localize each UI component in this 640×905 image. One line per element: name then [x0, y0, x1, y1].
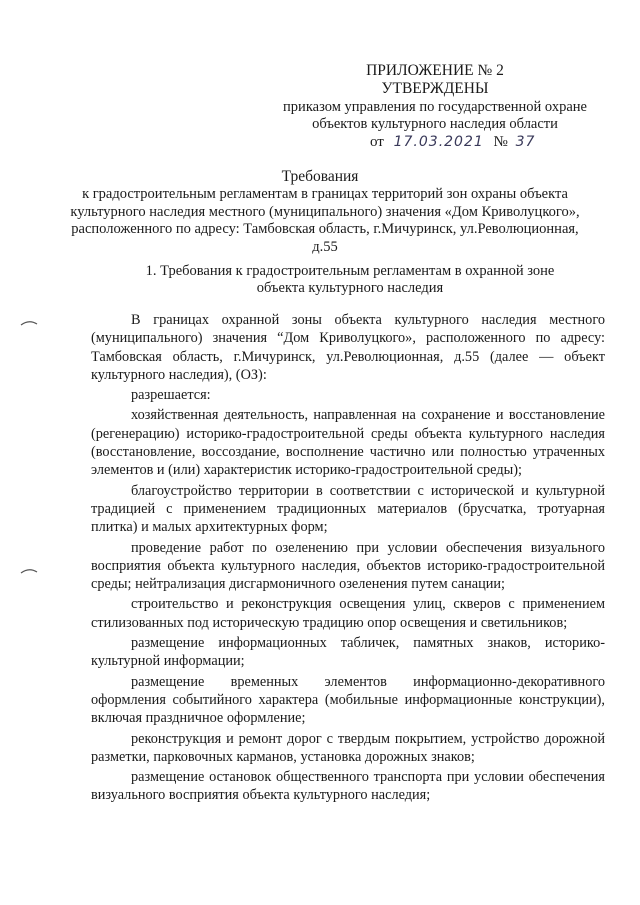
paragraph-item: хозяйственная деятельность, направленная на сохранение и восстановление (регенерацию) историко-градостроительной среды объекта культурного наследия (восстановление, воссоздание, восполнение частично или полностью утраченных элементов и (или) характеристик историко-градостроительной среды); [91, 407, 605, 479]
document-title: Требования [281, 168, 359, 185]
scan-hole-mark [20, 320, 38, 326]
handwritten-number: 37 [515, 134, 536, 150]
order-line-2: объектов культурного наследия области [312, 116, 558, 132]
paragraph-item: строительство и реконструкция освещения улиц, скверов с применением стилизованных под историческую традицию опор освещения и светильников; [91, 596, 605, 631]
scan-hole-mark [20, 568, 38, 574]
handwritten-date: 17.03.2021 [393, 134, 484, 150]
paragraph-item: размещение временных элементов информационно-декоративного оформления событийного характера (мобильные информационные конструкции), включая праздничное оформление; [91, 673, 605, 727]
paragraph-item: размещение информационных табличек, памятных знаков, историко-культурной информации; [91, 635, 605, 670]
approved-label: УТВЕРЖДЕНЫ [381, 80, 489, 97]
document-subtitle: к градостроительным регламентам в границах территорий зон охраны объекта культурного наследия местного (муниципального) значения «Дом Криволуцкого», расположенного по адресу: Тамбовская область, г.Мичуринск, ул.Революционная, д.55 [70, 186, 580, 255]
paragraph-intro: В границах охранной зоны объекта культурного наследия местного (муниципального) значения “Дом Криволуцкого», расположенного по адресу: Тамбовская область, г.Мичуринск, ул.Революционная, д.55 (далее — объект культурного наследия), (ОЗ): [91, 312, 605, 383]
paragraph-item: размещение остановок общественного транспорта при условии обеспечения визуального восприятия объекта культурного наследия; [91, 769, 605, 804]
paragraph-item: благоустройство территории в соответствии с исторической и культурной традицией с применением традиционных материалов (брусчатка, тротуарная плитка) и малых архитектурных форм; [91, 482, 605, 536]
paragraph-item: проведение работ по озеленению при условии обеспечения визуального восприятия объекта культурного наследия, объектов историко-градостроительной среды; нейтрализация дисгармоничного озеленения путем санации; [91, 539, 605, 593]
paragraph-permitted: разрешается: [131, 387, 211, 404]
number-label: № [493, 134, 508, 150]
appendix-label: ПРИЛОЖЕНИЕ № 2 [366, 62, 504, 79]
document-body [91, 311, 605, 807]
section-heading: 1. Требования к градостроительным регламентам в охранной зоне объекта культурного наследия [145, 263, 555, 296]
from-label: от [370, 134, 384, 150]
order-date-number [370, 134, 535, 151]
paragraph-item: реконструкция и ремонт дорог с твердым покрытием, устройство дорожной разметки, парковочных карманов, установка дорожных знаков; [91, 730, 605, 765]
order-line-1: приказом управления по государственной охране [283, 99, 587, 115]
